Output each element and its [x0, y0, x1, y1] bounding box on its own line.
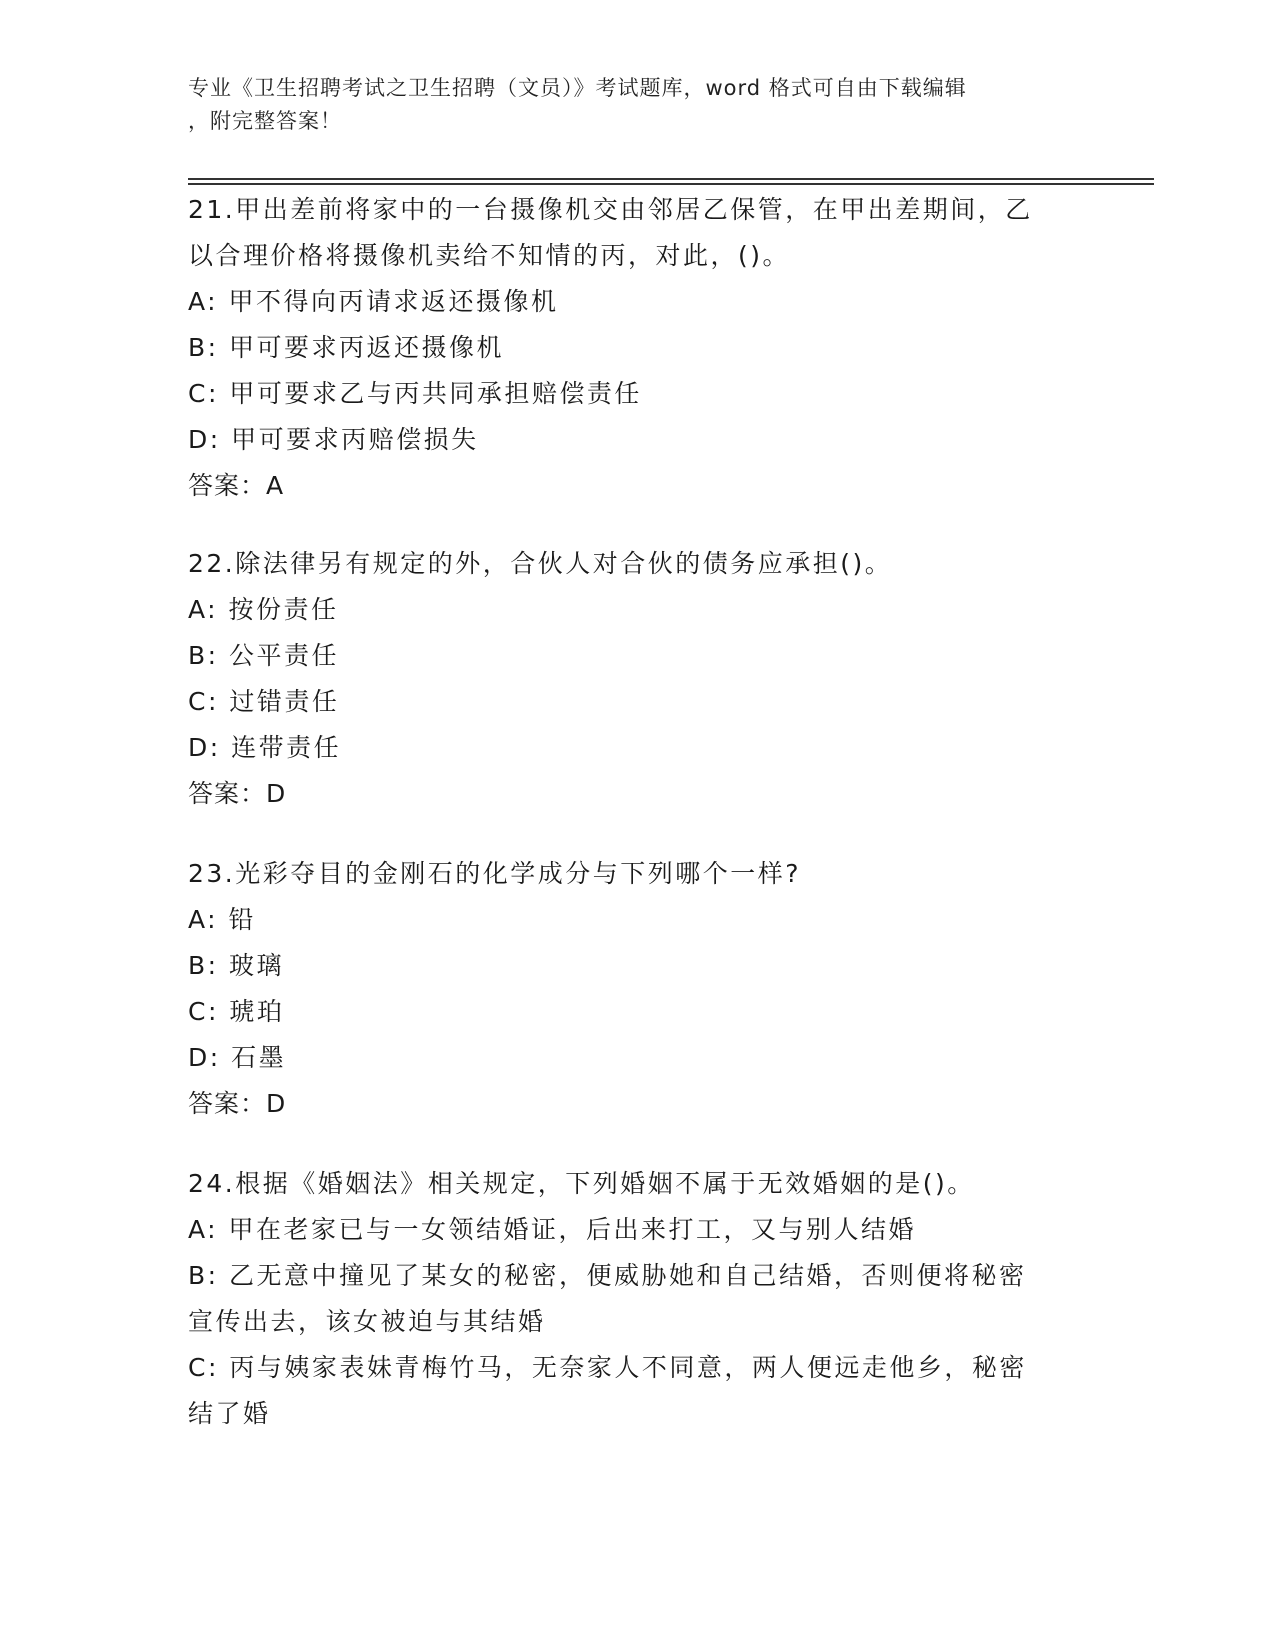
- question-24: [188, 1161, 1088, 1437]
- header-line-1: 专业《卫生招聘考试之卫生招聘（文员）》考试题库，word 格式可自由下载编辑: [188, 76, 967, 100]
- question-stem-line: 24.根据《婚姻法》相关规定，下列婚姻不属于无效婚姻的是()。: [188, 1169, 975, 1198]
- option-b: B: 乙无意中撞见了某女的秘密，便威胁她和自己结婚，否则便将秘密: [188, 1261, 1027, 1290]
- question-stem-line: 22.除法律另有规定的外，合伙人对合伙的债务应承担()。: [188, 549, 893, 578]
- option-a: A: 按份责任: [188, 595, 339, 624]
- answer-line: 答案：D: [188, 779, 287, 808]
- question-stem-line: 以合理价格将摄像机卖给不知情的丙，对此，()。: [188, 241, 791, 270]
- answer-line: 答案：D: [188, 1089, 287, 1118]
- question-23: [188, 851, 1088, 1127]
- option-d: D: 连带责任: [188, 733, 342, 762]
- option-c: C: 甲可要求乙与丙共同承担赔偿责任: [188, 379, 642, 408]
- option-c-continued: 结了婚: [188, 1399, 271, 1428]
- header-line-2: ，附完整答案！: [188, 109, 342, 133]
- header-divider-top: [188, 178, 1154, 180]
- option-b: B: 玻璃: [188, 951, 285, 980]
- question-21: [188, 187, 1088, 509]
- question-stem-line: 21.甲出差前将家中的一台摄像机交由邻居乙保管，在甲出差期间，乙: [188, 195, 1033, 224]
- question-stem-line: 23.光彩夺目的金刚石的化学成分与下列哪个一样?: [188, 859, 802, 888]
- option-c: C: 过错责任: [188, 687, 340, 716]
- option-a: A: 甲在老家已与一女领结婚证，后出来打工，又与别人结婚: [188, 1215, 917, 1244]
- option-c: C: 丙与姨家表妹青梅竹马，无奈家人不同意，两人便远走他乡，秘密: [188, 1353, 1027, 1382]
- option-b: B: 甲可要求丙返还摄像机: [188, 333, 505, 362]
- option-a: A: 铅: [188, 905, 257, 934]
- document-header: [188, 72, 1068, 138]
- option-b: B: 公平责任: [188, 641, 340, 670]
- option-d: D: 石墨: [188, 1043, 287, 1072]
- option-b-continued: 宣传出去，该女被迫与其结婚: [188, 1307, 546, 1336]
- option-d: D: 甲可要求丙赔偿损失: [188, 425, 479, 454]
- option-c: C: 琥珀: [188, 997, 285, 1026]
- answer-line: 答案：A: [188, 471, 285, 500]
- header-divider-bottom: [188, 183, 1154, 185]
- question-22: [188, 541, 1088, 817]
- option-a: A: 甲不得向丙请求返还摄像机: [188, 287, 559, 316]
